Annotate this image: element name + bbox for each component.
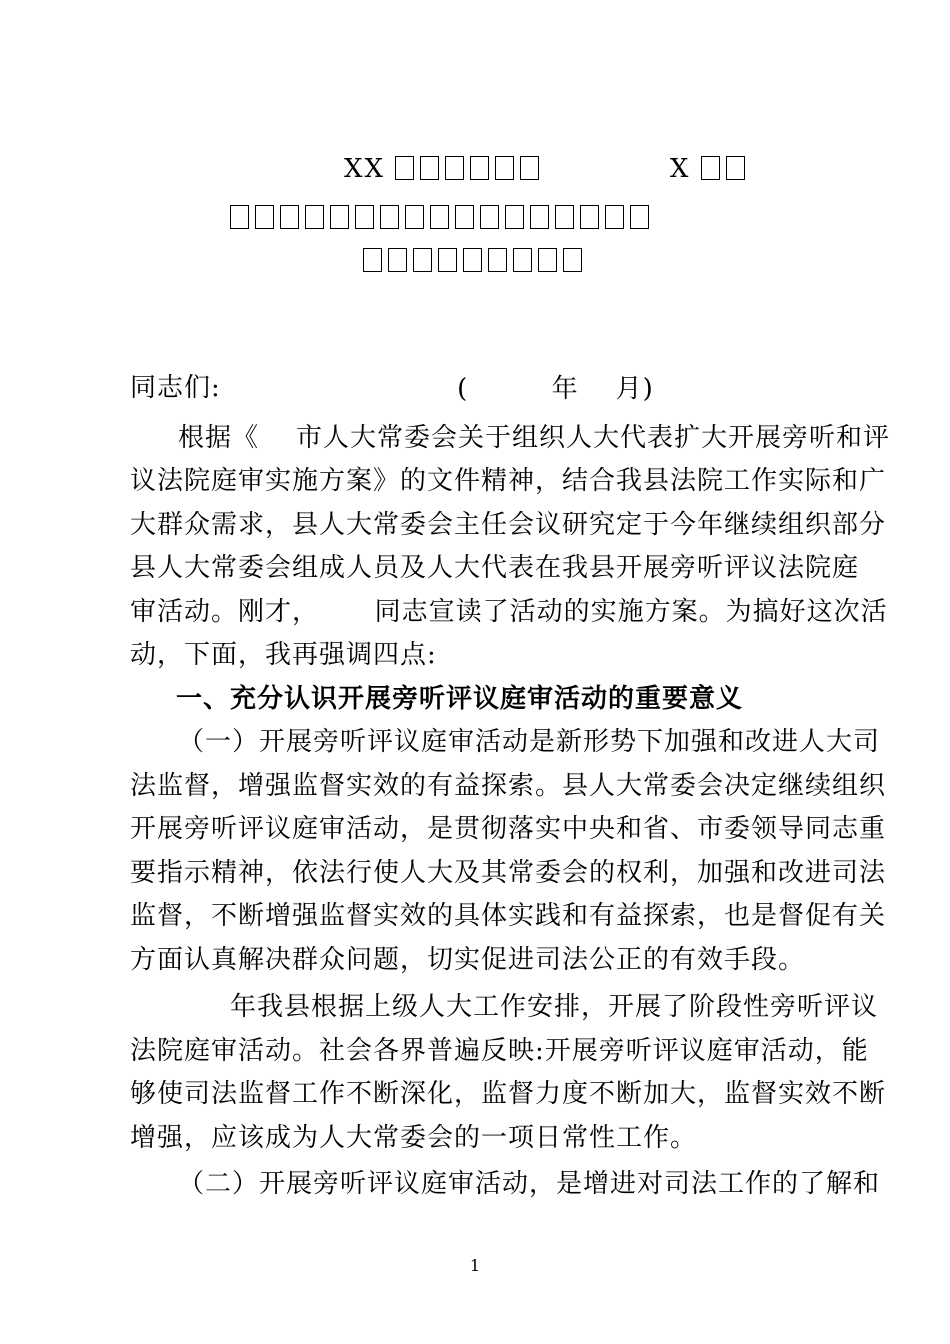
missing-glyph-box <box>513 248 532 272</box>
body-line: 要指示精神，依法行使人大及其常委会的权利，加强和改进司法 <box>130 858 887 888</box>
missing-glyph-box <box>605 205 624 229</box>
title-placeholder-glyphs <box>230 203 655 233</box>
title-placeholder-glyphs <box>395 154 545 184</box>
missing-glyph-box <box>480 205 499 229</box>
missing-glyph-box <box>495 156 514 180</box>
body-line: 审活动。刚才， 同志宣读了活动的实施方案。为搞好这次活 <box>130 597 888 627</box>
missing-glyph-box <box>470 156 489 180</box>
title-line-1 <box>344 154 751 184</box>
body-line: 县人大常委会组成人员及人大代表在我县开展旁听评议法院庭 <box>130 553 860 583</box>
body-line: （二）开展旁听评议庭审活动，是增进对司法工作的了解和 <box>178 1169 881 1199</box>
missing-glyph-box <box>563 248 582 272</box>
missing-glyph-box <box>630 205 649 229</box>
missing-glyph-box <box>395 156 414 180</box>
body-line: 增强，应该成为人大常委会的一项日常性工作。 <box>130 1123 698 1153</box>
title-placeholder-glyphs <box>701 154 751 184</box>
title-prefix: XX <box>344 154 386 184</box>
title-line-2 <box>230 203 655 233</box>
missing-glyph-box <box>726 156 745 180</box>
missing-glyph-box <box>280 205 299 229</box>
missing-glyph-box <box>520 156 539 180</box>
body-line: 法院庭审活动。社会各界普遍反映:开展旁听评议庭审活动，能 <box>130 1036 869 1066</box>
body-line: 议法院庭审实施方案》的文件精神，结合我县法院工作实际和广 <box>130 466 887 496</box>
missing-glyph-box <box>701 156 720 180</box>
missing-glyph-box <box>380 205 399 229</box>
body-line: 大群众需求，县人大常委会主任会议研究定于今年继续组织部分 <box>130 510 887 540</box>
title-mid-letter: X <box>669 154 691 184</box>
body-line: 监督，不断增强监督实效的具体实践和有益探索，也是督促有关 <box>130 901 887 931</box>
title-line-3 <box>363 246 588 276</box>
body-line: 法监督，增强监督实效的有益探索。县人大常委会决定继续组织 <box>130 771 887 801</box>
missing-glyph-box <box>455 205 474 229</box>
missing-glyph-box <box>363 248 382 272</box>
title-placeholder-glyphs <box>363 246 588 276</box>
missing-glyph-box <box>580 205 599 229</box>
body-line: 够使司法监督工作不断深化，监督力度不断加大，监督实效不断 <box>130 1079 887 1109</box>
page-number: 1 <box>469 1256 481 1275</box>
missing-glyph-box <box>463 248 482 272</box>
missing-glyph-box <box>330 205 349 229</box>
missing-glyph-box <box>255 205 274 229</box>
missing-glyph-box <box>555 205 574 229</box>
missing-glyph-box <box>530 205 549 229</box>
date-text: ( 年 月) <box>457 374 654 404</box>
missing-glyph-box <box>488 248 507 272</box>
section-heading: 一、充分认识开展旁听评议庭审活动的重要意义 <box>176 684 744 714</box>
missing-glyph-box <box>420 156 439 180</box>
body-line: 年我县根据上级人大工作安排，开展了阶段性旁听评议 <box>230 992 879 1022</box>
missing-glyph-box <box>305 205 324 229</box>
missing-glyph-box <box>430 205 449 229</box>
missing-glyph-box <box>505 205 524 229</box>
body-line: （一）开展旁听评议庭审活动是新形势下加强和改进人大司 <box>178 727 881 757</box>
missing-glyph-box <box>438 248 457 272</box>
missing-glyph-box <box>538 248 557 272</box>
missing-glyph-box <box>413 248 432 272</box>
missing-glyph-box <box>230 205 249 229</box>
missing-glyph-box <box>405 205 424 229</box>
missing-glyph-box <box>445 156 464 180</box>
body-line: 开展旁听评议庭审活动，是贯彻落实中央和省、市委领导同志重 <box>130 814 887 844</box>
body-line: 方面认真解决群众问题，切实促进司法公正的有效手段。 <box>130 945 806 975</box>
missing-glyph-box <box>355 205 374 229</box>
body-line: 动，下面，我再强调四点: <box>130 640 437 670</box>
missing-glyph-box <box>388 248 407 272</box>
body-line: 根据《 市人大常委会关于组织人大代表扩大开展旁听和评 <box>178 423 891 453</box>
greeting: 同志们: <box>130 373 221 403</box>
